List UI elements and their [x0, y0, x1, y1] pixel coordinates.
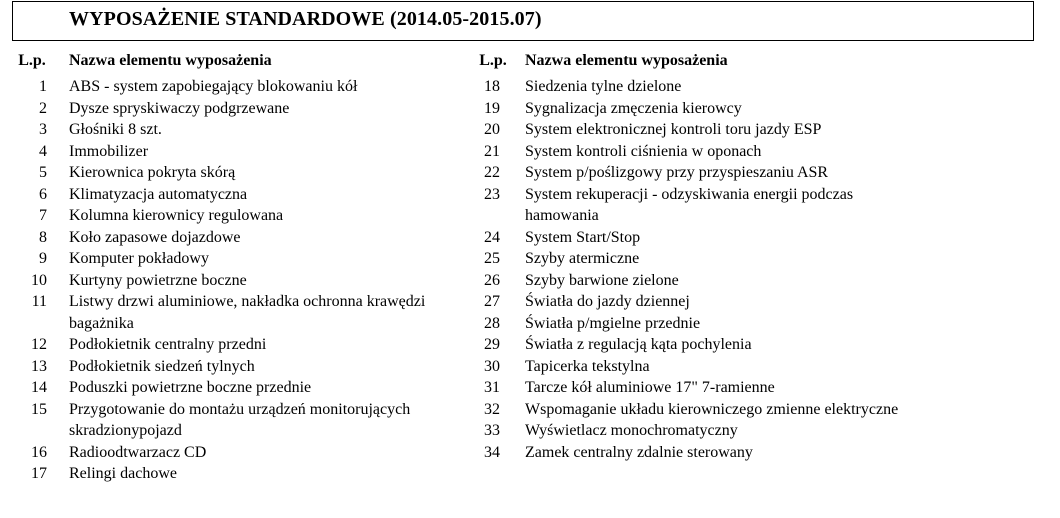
list-item: [10, 98, 470, 120]
column-header: [10, 52, 470, 76]
item-name: Klimatyzacja automatyczna: [69, 185, 248, 203]
item-number: 27: [484, 293, 500, 310]
item-name: Dysze spryskiwaczy podgrzewane: [69, 99, 290, 117]
list-item: [467, 420, 1027, 442]
list-item: [10, 162, 470, 184]
item-number: 20: [484, 121, 500, 138]
item-number: 3: [39, 121, 47, 138]
list-item: [467, 76, 1027, 98]
list-item: [467, 291, 1027, 313]
item-number: 17: [31, 465, 47, 482]
item-number: 29: [484, 336, 500, 353]
title-box: [12, 1, 1034, 41]
list-item: [467, 162, 1027, 184]
list-item: [467, 313, 1027, 335]
list-item: [10, 205, 470, 227]
item-name: Listwy drzwi aluminiowe, nakładka ochronna krawędzi bagażnika: [69, 293, 426, 332]
item-name: Światła do jazdy dziennej: [525, 293, 690, 310]
list-item: [10, 377, 470, 399]
item-name: Szyby barwione zielone: [525, 271, 679, 289]
name-header: Nazwa elementu wyposażenia: [525, 52, 728, 69]
list-item: [10, 141, 470, 163]
item-name: Przygotowanie do montażu urządzeń monitorujących skradzionypojazd: [69, 400, 411, 439]
list-item: [10, 119, 470, 141]
item-name: Tarcze kół aluminiowe 17" 7-ramienne: [525, 379, 775, 396]
item-name: System p/poślizgowy przy przyspieszaniu ASR: [525, 164, 829, 181]
equipment-list-right: [467, 76, 1027, 463]
item-name: Immobilizer: [69, 142, 149, 160]
list-item: [467, 141, 1027, 163]
item-name: Radioodtwarzacz CD: [69, 443, 207, 461]
item-number: 21: [484, 142, 500, 160]
item-number: 2: [39, 99, 47, 117]
item-number: 33: [484, 422, 500, 439]
lp-header: L.p.: [479, 52, 507, 69]
list-item: [10, 442, 470, 464]
item-number: 6: [39, 185, 47, 203]
list-item: [467, 377, 1027, 399]
item-number: 31: [484, 379, 500, 396]
item-number: 16: [31, 443, 47, 461]
item-number: 19: [484, 99, 500, 117]
list-item: [467, 334, 1027, 356]
list-item: [467, 119, 1027, 141]
item-number: 12: [31, 336, 47, 353]
equipment-column-left: [10, 52, 470, 485]
list-item: [10, 270, 470, 292]
equipment-column-right: [467, 52, 1027, 463]
item-name: Kolumna kierownicy regulowana: [69, 207, 284, 224]
list-item: [10, 334, 470, 356]
item-number: 7: [39, 207, 47, 224]
page-title: WYPOSAŻENIE STANDARDOWE (2014.05-2015.07): [69, 8, 542, 30]
list-item: [467, 356, 1027, 378]
item-name: Komputer pokładowy: [69, 250, 209, 267]
item-number: 30: [484, 357, 500, 375]
item-name: Wyświetlacz monochromatyczny: [525, 422, 738, 439]
item-number: 32: [484, 400, 500, 418]
item-number: 14: [31, 379, 47, 396]
list-item: [10, 76, 470, 98]
column-header: [467, 52, 1027, 76]
item-number: 8: [39, 228, 47, 246]
item-number: 26: [484, 271, 500, 289]
list-item: [467, 98, 1027, 120]
item-number: 5: [39, 164, 47, 181]
item-number: 25: [484, 250, 500, 267]
list-item: [10, 227, 470, 249]
list-item: [467, 442, 1027, 464]
item-number: 11: [31, 293, 47, 310]
list-item: [467, 227, 1027, 249]
list-item: [10, 399, 470, 442]
item-name: Tapicerka tekstylna: [525, 357, 650, 375]
item-number: 34: [484, 443, 500, 461]
list-item: [10, 291, 470, 334]
list-item: [10, 356, 470, 378]
item-name: System elektronicznej kontroli toru jazdy ESP: [525, 121, 822, 138]
list-item: [467, 399, 1027, 421]
list-item: [10, 248, 470, 270]
item-name: Poduszki powietrzne boczne przednie: [69, 379, 312, 396]
list-item: [467, 248, 1027, 270]
name-header: Nazwa elementu wyposażenia: [69, 52, 272, 69]
item-number: 28: [484, 314, 500, 332]
item-number: 23: [484, 185, 500, 203]
item-name: Podłokietnik centralny przedni: [69, 336, 267, 353]
item-name: Szyby atermiczne: [525, 250, 640, 267]
item-name: Zamek centralny zdalnie sterowany: [525, 443, 753, 461]
item-name: Koło zapasowe dojazdowe: [69, 228, 241, 246]
item-number: 4: [39, 142, 47, 160]
item-name: Kierownica pokryta skórą: [69, 164, 236, 181]
list-item: [10, 463, 470, 485]
item-number: 1: [39, 78, 47, 95]
item-name: System kontroli ciśnienia w oponach: [525, 142, 762, 160]
item-number: 9: [39, 250, 47, 267]
item-number: 13: [31, 357, 47, 375]
item-number: 24: [484, 228, 500, 246]
item-number: 10: [31, 271, 47, 289]
item-name: Siedzenia tylne dzielone: [525, 78, 682, 95]
item-name: Sygnalizacja zmęczenia kierowcy: [525, 99, 742, 117]
item-name: Kurtyny powietrzne boczne: [69, 271, 247, 289]
list-item: [10, 184, 470, 206]
list-item: [467, 184, 1027, 227]
item-name: ABS - system zapobiegający blokowaniu kół: [69, 78, 358, 95]
item-name: Wspomaganie układu kierowniczego zmienne elektryczne: [525, 400, 899, 418]
item-number: 15: [31, 400, 47, 418]
item-name: Podłokietnik siedzeń tylnych: [69, 357, 255, 375]
list-item: [467, 270, 1027, 292]
item-name: Relingi dachowe: [69, 465, 177, 482]
equipment-list-left: [10, 76, 470, 485]
item-name: System Start/Stop: [525, 228, 641, 246]
item-name: Światła z regulacją kąta pochylenia: [525, 336, 752, 353]
item-name: System rekuperacji - odzyskiwania energii podczas hamowania: [525, 185, 854, 224]
item-name: Głośniki 8 szt.: [69, 121, 162, 138]
item-number: 22: [484, 164, 500, 181]
item-name: Światła p/mgielne przednie: [525, 314, 701, 332]
lp-header: L.p.: [18, 52, 46, 69]
item-number: 18: [484, 78, 500, 95]
